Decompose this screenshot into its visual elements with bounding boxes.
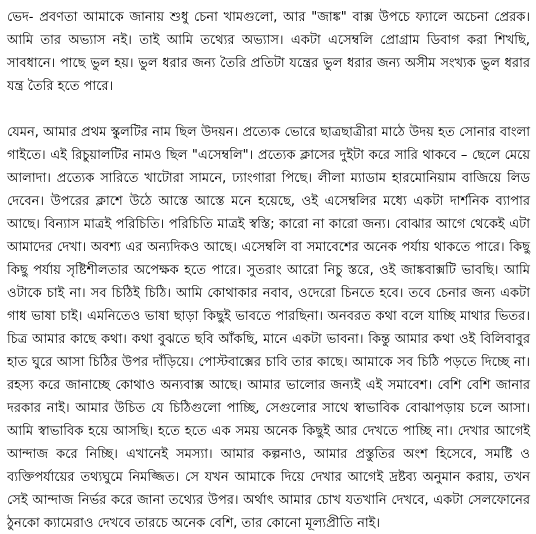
paragraph-2: যেমন, আমার প্রথম স্কুলটির নাম ছিল উদয়ন। প্রত্যেক ভোরে ছাত্রছাত্রীরা মাঠে উদয় হত সোনার বাংলা গাইতে। এই রিচুয়ালটির নামও ছিল "এসেম্বলি"। প্রত্যেক ক্লাসের দুইটা করে সারি থাকবে – ছেলে মেয়ে আলাদা। প্রত্যেক সারিতে খাটোরা সামনে, ঢ্যাংগারা পিছে। লীলা ম্যাডাম হারমোনিয়াম বাজিয়ে লিড দেবেন। উপরের ক্লাশে উঠে আস্তে আস্তে মনে হয়েছে, ওই এসেম্বলির মধ্যে একটা দার্শনিক ব্যাপার আছে। বিন্যাস মাত্রই পরিচিতি। পরিচিতি মাত্রই স্বস্তি; কারো না কারো জন্য। বোঝার আগে থেকেই এটা আমাদের দেখা। অবশ্য এর অন্যদিকও আছে। এসেম্বলি বা সমাবেশের অনেক পর্যায় থাকতে পারে। কিছু কিছু পর্যায় সৃষ্টিশীলতার অপেক্ষক হতে পারে। সুতরাং আরো নিচু স্তরে, ওই জাঙ্কবাক্সটি ভাবছি। আমি ওটাকে চাই না। সব চিঠিই চিঠি। আমি কোথাকার নবাব, ওদেরো চিনতে হবে। তবে চেনার জন্য একটা গাধ ভাষা চাই। এমনিতেও ভাষা ছাড়া কিছুই ভাবতে পারছিনা। অনবরত কথা বলে যাচ্ছি মাথার ভিতর। চিত্র আমার কাছে কথা। কথা বুঝতে ছবি আঁকছি, মানে একটা ভাবনা। কিন্তু আমার কথা ওই বিলিবাবুর হাত ঘুরে আসা চিঠির উপর দাঁড়িয়ে। পোস্টবাক্সের চাবি তার কাছে। আমাকে সব চিঠি পড়তে দিচ্ছে না। রহস্য করে জানাচ্ছে কোথাও অন্যবাক্স আছে। আমার ভালোর জন্যই এই সমাবেশ। বেশি বেশি জানার দরকার নাই। আমার উচিত যে চিঠিগুলো পাচ্ছি, সেগুলোর সাথে স্বাভাবিক বোঝাপড়ায় চলে আসা। আমি স্বাভাবিক হয়ে আসছি। হতে হতে এক সময় অনেক কিছুই আর দেখতে পাচ্ছি না। দেখার আগেই আন্দাজ করে নিচ্ছি। এখানেই সমস্যা। আমার কল্পনাও, আমার প্রস্তুতির অংশ হিসেবে, সমষ্টি ও ব্যক্তিপর্যায়ের তথ্যঘুমে নিমজ্জিত। সে যখন আমাকে দিয়ে দেখার আগেই দ্রষ্টব্য অনুমান করায়, তখন সেই আন্দাজ নির্ভর করে জানা তথ্যের উপর। অর্থাৎ আমার চোখ যতখানি দেখবে, একটা সেলফোনের ঠুনকো ক্যামেরাও দেখবে তারচে অনেক বেশি, তার কোনো মূল্যপ্রীতি নাই। [7, 125, 530, 531]
paragraph-1: ভেদ- প্রবণতা আমাকে জানায় শুধু চেনা খামগুলো, আর "জাঙ্ক" বাক্স উপচে ফ্যালে অচেনা প্রেরক। আমি তার অভ্যাস নই। তাই আমি তথ্যের অভ্যাস। একটা এসেম্বলি প্রোগ্রাম ডিবাগ করা শিখছি, সাবধানে। পাছে ভুল হয়। ভুল ধরার জন্য তৈরি প্রতিটা যন্ত্রের ভুল ধরার জন্য অসীম সংখ্যক ভুল ধরার যন্ত্র তৈরি হতে পারে। [7, 10, 530, 94]
